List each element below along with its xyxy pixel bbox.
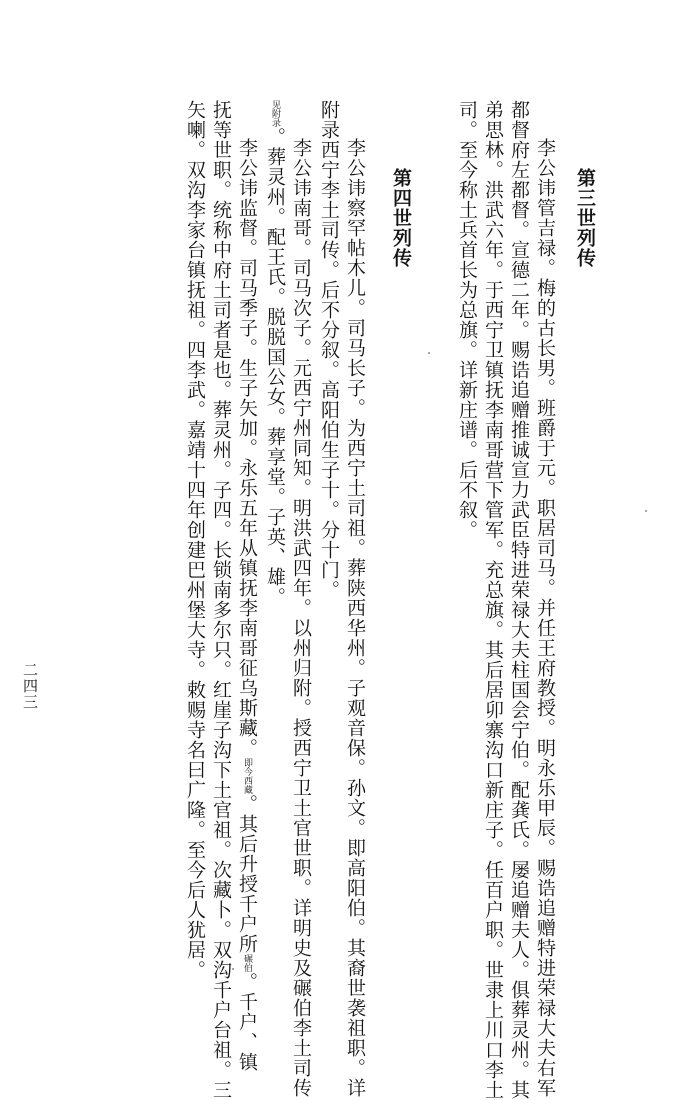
section3-title: 第三世列传 (574, 168, 596, 268)
text-column: 都督府左都督。宣德二年。赐诰追赠推诚宣力武臣特进荣禄大夫柱国会宁伯。配龚氏。屡追赠夫人。俱葬灵州。其 (508, 100, 530, 1100)
section4-title: 第四世列传 (390, 168, 412, 268)
text-column: 李公讳察罕帖木儿。司马长子。为西宁土司祖。葬陕西华州。子观音保。孙文。即高阳伯。其裔世袭祖职。详 (344, 138, 366, 1098)
inline-note: 见附录 (270, 100, 280, 127)
text-run: 李公讳监督。司马季子。生子矢加。永乐五年从镇抚李南哥征乌斯藏。 (236, 138, 258, 758)
inline-note: 碾伯 (242, 954, 252, 972)
text-column: 矢喇。双沟李家台镇抚祖。四李武。嘉靖十四年创建巴州堡大寺。敕赐寺名曰广隆。至今后人犹居。 (184, 100, 206, 980)
text-column: 李公讳管吉禄。梅的古长男。班爵于元。职居司马。并任王府教授。明永乐甲辰。赐诰追赠特进荣禄大夫右军 (534, 138, 556, 1098)
text-column: 抚等世职。统称中府土司者是也。葬灵州。子四。长锁南多尔只。红崖子沟下土官祖。次藏卜。双沟千户台祖。三 (210, 100, 232, 1100)
text-column: 李公讳南哥。司马次子。元西宁州同知。明洪武四年。以州归附。授西宁卫土官世职。详明史及碾伯李土司传 (290, 138, 312, 1098)
page-number: 二四三 (21, 662, 39, 710)
text-column (234, 138, 260, 1072)
text-column (262, 100, 288, 607)
scan-speck (428, 352, 430, 354)
scan-speck (232, 968, 234, 970)
text-run: 。千户、镇 (236, 972, 258, 1072)
text-column: 司。至今称土兵首长为总旗。详新庄谱。后不叙。 (456, 100, 478, 540)
text-run: 。其后升授千户所 (236, 794, 258, 954)
scan-speck (645, 510, 647, 512)
text-column: 弟思林。洪武六年。于西宁卫镇抚李南哥营下管军。充总旗。其后居卯寨沟口新庄子。任百户职。世隶上川口李土 (482, 100, 504, 1100)
text-column: 附录西宁李土司传。后不分叙。高阳伯生子十。分十门。 (318, 100, 340, 600)
text-run: 。葬灵州。配王氏。脱脱国公女。葬享堂。子英、雄。 (264, 127, 286, 607)
inline-note: 即今西藏 (242, 758, 252, 794)
